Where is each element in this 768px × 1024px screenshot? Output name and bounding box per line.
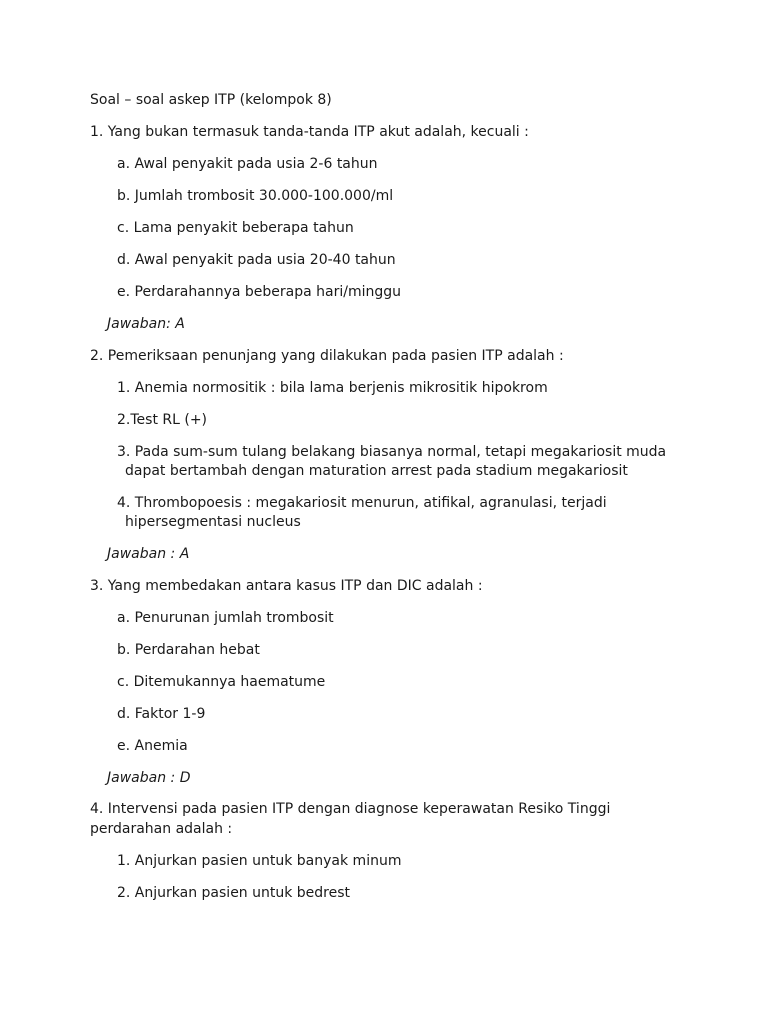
q1-option-e: e. Perdarahannya beberapa hari/minggu [117,284,402,300]
q1-option-a: a. Awal penyakit pada usia 2-6 tahun [117,156,378,172]
q2-option-3-continued: dapat bertambah dengan maturation arrest pada stadium megakariosit [125,463,628,479]
q2-answer: Jawaban : A [107,546,190,562]
q1-option-c: c. Lama penyakit beberapa tahun [117,220,354,236]
q2-option-3: 3. Pada sum-sum tulang belakang biasanya normal, tetapi megakariosit muda [117,444,667,460]
question-3: 3. Yang membedakan antara kasus ITP dan DIC adalah : [90,578,483,594]
q4-option-1: 1. Anjurkan pasien untuk banyak minum [117,853,402,869]
q1-answer: Jawaban: A [107,316,185,332]
question-2: 2. Pemeriksaan penunjang yang dilakukan pada pasien ITP adalah : [90,348,564,364]
q4-option-2: 2. Anjurkan pasien untuk bedrest [117,885,351,901]
q3-option-c: c. Ditemukannya haematume [117,674,326,690]
q3-answer: Jawaban : D [107,770,191,786]
q2-option-4-continued: hipersegmentasi nucleus [125,514,301,530]
q3-option-b: b. Perdarahan hebat [117,642,260,658]
q3-option-a: a. Penurunan jumlah trombosit [117,610,334,626]
q2-option-4: 4. Thrombopoesis : megakariosit menurun, atifikal, agranulasi, terjadi [117,495,607,511]
question-4: 4. Intervensi pada pasien ITP dengan diagnose keperawatan Resiko Tinggi [90,801,611,817]
q3-option-d: d. Faktor 1-9 [117,706,206,722]
document-title: Soal – soal askep ITP (kelompok 8) [90,92,332,108]
q1-option-d: d. Awal penyakit pada usia 20-40 tahun [117,252,396,268]
q2-option-2: 2.Test RL (+) [117,412,208,428]
q3-option-e: e. Anemia [117,738,188,754]
q2-option-1: 1. Anemia normositik : bila lama berjenis mikrositik hipokrom [117,380,548,396]
q1-option-b: b. Jumlah trombosit 30.000-100.000/ml [117,188,394,204]
question-4-continued: perdarahan adalah : [90,821,233,837]
question-1: 1. Yang bukan termasuk tanda-tanda ITP akut adalah, kecuali : [90,124,529,140]
